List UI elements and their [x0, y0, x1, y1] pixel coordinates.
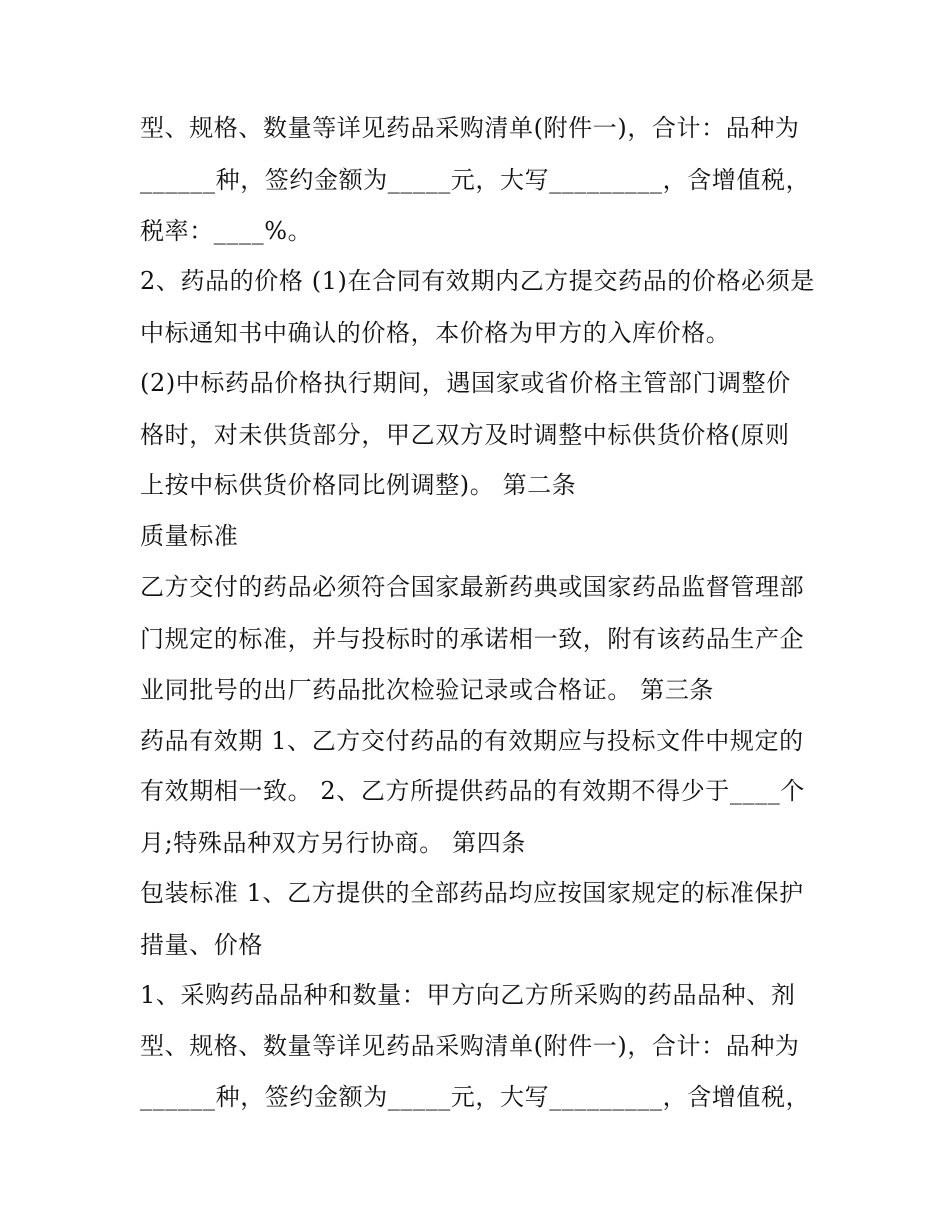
text-line: 格时，对未供货部分，甲乙双方及时调整中标供货价格(原则 [140, 421, 790, 449]
text-line: 型、规格、数量等详见药品采购清单(附件一)，合计：品种为 [140, 114, 800, 142]
text-line: (2)中标药品价格执行期间，遇国家或省价格主管部门调整价 [140, 369, 791, 397]
text-line: 业同批号的出厂药品批次检验记录或合格证。 第三条 [140, 676, 715, 704]
text-line: 2、药品的价格 (1)在合同有效期内乙方提交药品的价格必须是 [140, 267, 815, 295]
text-line: 月;特殊品种双方另行协商。 第四条 [140, 829, 526, 857]
text-line: 税率：____%。 [140, 217, 313, 245]
text-line: ______种，签约金额为_____元，大写_________，含增值税， [140, 1083, 811, 1111]
text-line: 质量标准 [140, 522, 239, 550]
text-line: 包装标准 1、乙方提供的全部药品均应按国家规定的标准保护 [140, 879, 804, 907]
text-line: 乙方交付的药品必须符合国家最新药典或国家药品监督管理部 [140, 573, 805, 601]
text-line: 上按中标供货价格同比例调整)。 第二条 [140, 471, 577, 499]
text-line: 有效期相一致。 2、乙方所提供药品的有效期不得少于____个 [140, 777, 805, 805]
text-line: 门规定的标准，并与投标时的承诺相一致，附有该药品生产企 [140, 625, 805, 653]
text-line: 型、规格、数量等详见药品采购清单(附件一)，合计：品种为 [140, 1032, 800, 1060]
text-line: 措量、价格 [140, 931, 263, 959]
text-line: 1、采购药品品种和数量：甲方向乙方所采购的药品品种、剂 [140, 981, 796, 1009]
text-line: 药品有效期 1、乙方交付药品的有效期应与投标文件中规定的 [140, 727, 804, 755]
text-line: ______种，签约金额为_____元，大写_________，含增值税， [140, 166, 811, 194]
text-line: 中标通知书中确认的价格，本价格为甲方的入库价格。 [140, 319, 731, 347]
